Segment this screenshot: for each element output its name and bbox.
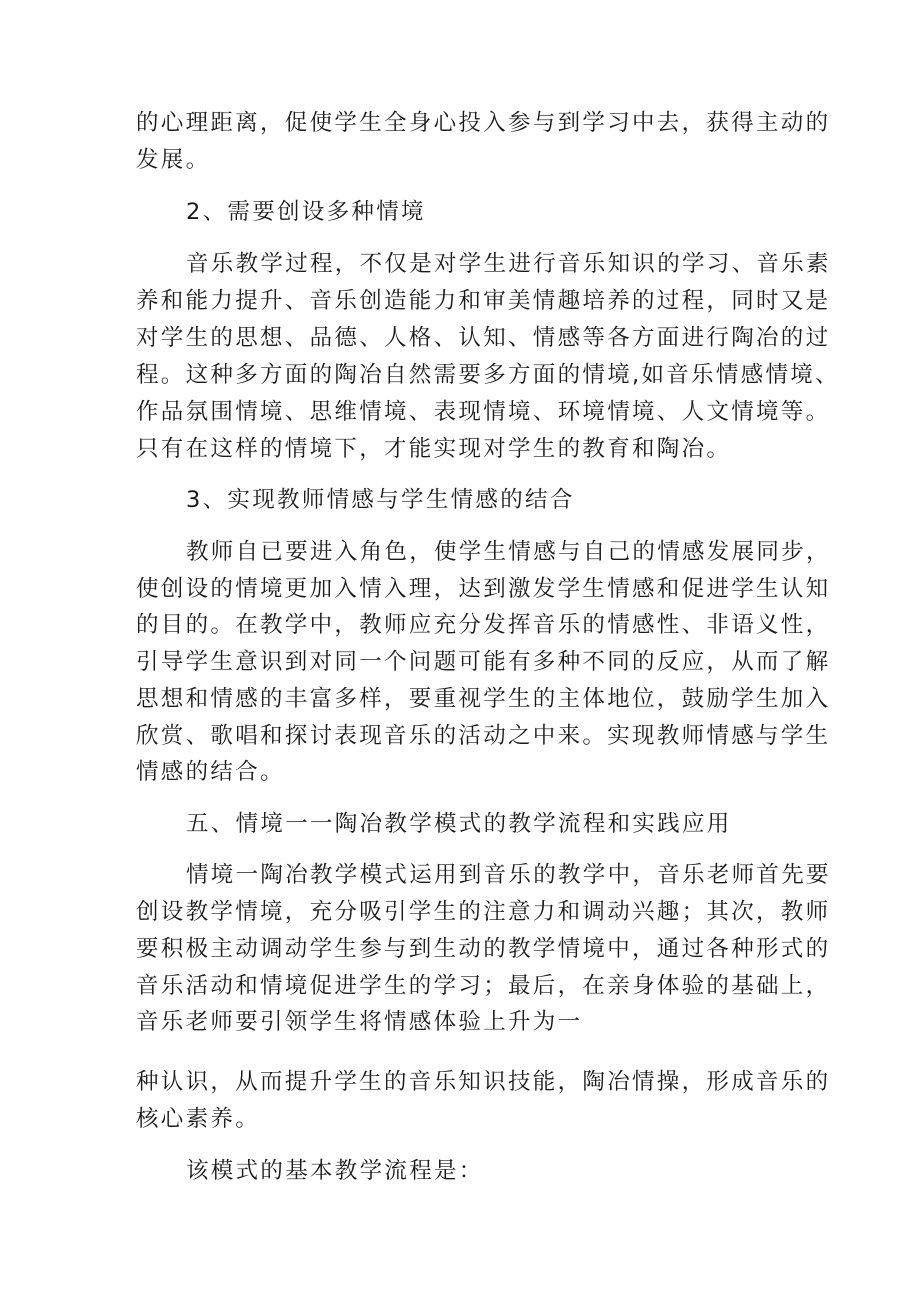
text-line: 思想和情感的丰富多样，要重视学生的主体地位，鼓励学生加入 <box>136 686 831 712</box>
text-line: 该模式的基本教学流程是： <box>186 1158 484 1184</box>
section-heading: 五、情境一一陶冶教学模式的教学流程和实践应用 <box>186 811 732 837</box>
section-heading: 3、实现教师情感与学生情感的结合 <box>186 487 575 513</box>
text-line: 种认识，从而提升学生的音乐知识技能，陶冶情操，形成音乐的 <box>136 1069 831 1095</box>
text-line: 对学生的思想、品德、人格、认知、情感等各方面进行陶冶的过 <box>136 325 831 351</box>
text-line: 作品氛围情境、思维情境、表现情境、环境情境、人文情境等。 <box>136 399 831 425</box>
text-line: 情感的结合。 <box>136 759 285 785</box>
text-line: 要积极主动调动学生参与到生动的教学情境中，通过各种形式的 <box>136 936 831 962</box>
text-line: 音乐活动和情境促进学生的学习；最后，在亲身体验的基础上， <box>136 973 831 999</box>
text-line: 欣赏、歌唱和探讨表现音乐的活动之中来。实现教师情感与学生 <box>136 723 831 749</box>
text-line: 核心素养。 <box>136 1106 261 1132</box>
text-line: 引导学生意识到对同一个问题可能有多种不同的反应，从而了解 <box>136 649 831 675</box>
text-line: 教师自已要进入角色，使学生情感与自己的情感发展同步， <box>186 539 831 565</box>
text-line: 只有在这样的情境下，才能实现对学生的教育和陶冶。 <box>136 436 732 462</box>
text-line: 的目的。在教学中，教师应充分发挥音乐的情感性、非语义性， <box>136 612 831 638</box>
text-line: 养和能力提升、音乐创造能力和审美情趣培养的过程，同时又是 <box>136 288 831 314</box>
text-line: 程。这种多方面的陶冶自然需要多方面的情境,如音乐情感情境、 <box>136 362 840 388</box>
text-line: 音乐老师要引领学生将情感体验上升为一 <box>136 1009 583 1035</box>
text-line: 音乐教学过程，不仅是对学生进行音乐知识的学习、音乐素 <box>186 251 831 277</box>
text-line: 使创设的情境更加入情入理，达到激发学生情感和促进学生认知 <box>136 576 831 602</box>
text-line: 创设教学情境，充分吸引学生的注意力和调动兴趣；其次，教师 <box>136 899 831 925</box>
text-line: 发展。 <box>136 147 211 173</box>
section-heading: 2、需要创设多种情境 <box>186 199 426 225</box>
text-line: 情境一陶冶教学模式运用到音乐的教学中，音乐老师首先要 <box>186 862 831 888</box>
text-line: 的心理距离，促使学生全身心投入参与到学习中去，获得主动的 <box>136 110 831 136</box>
